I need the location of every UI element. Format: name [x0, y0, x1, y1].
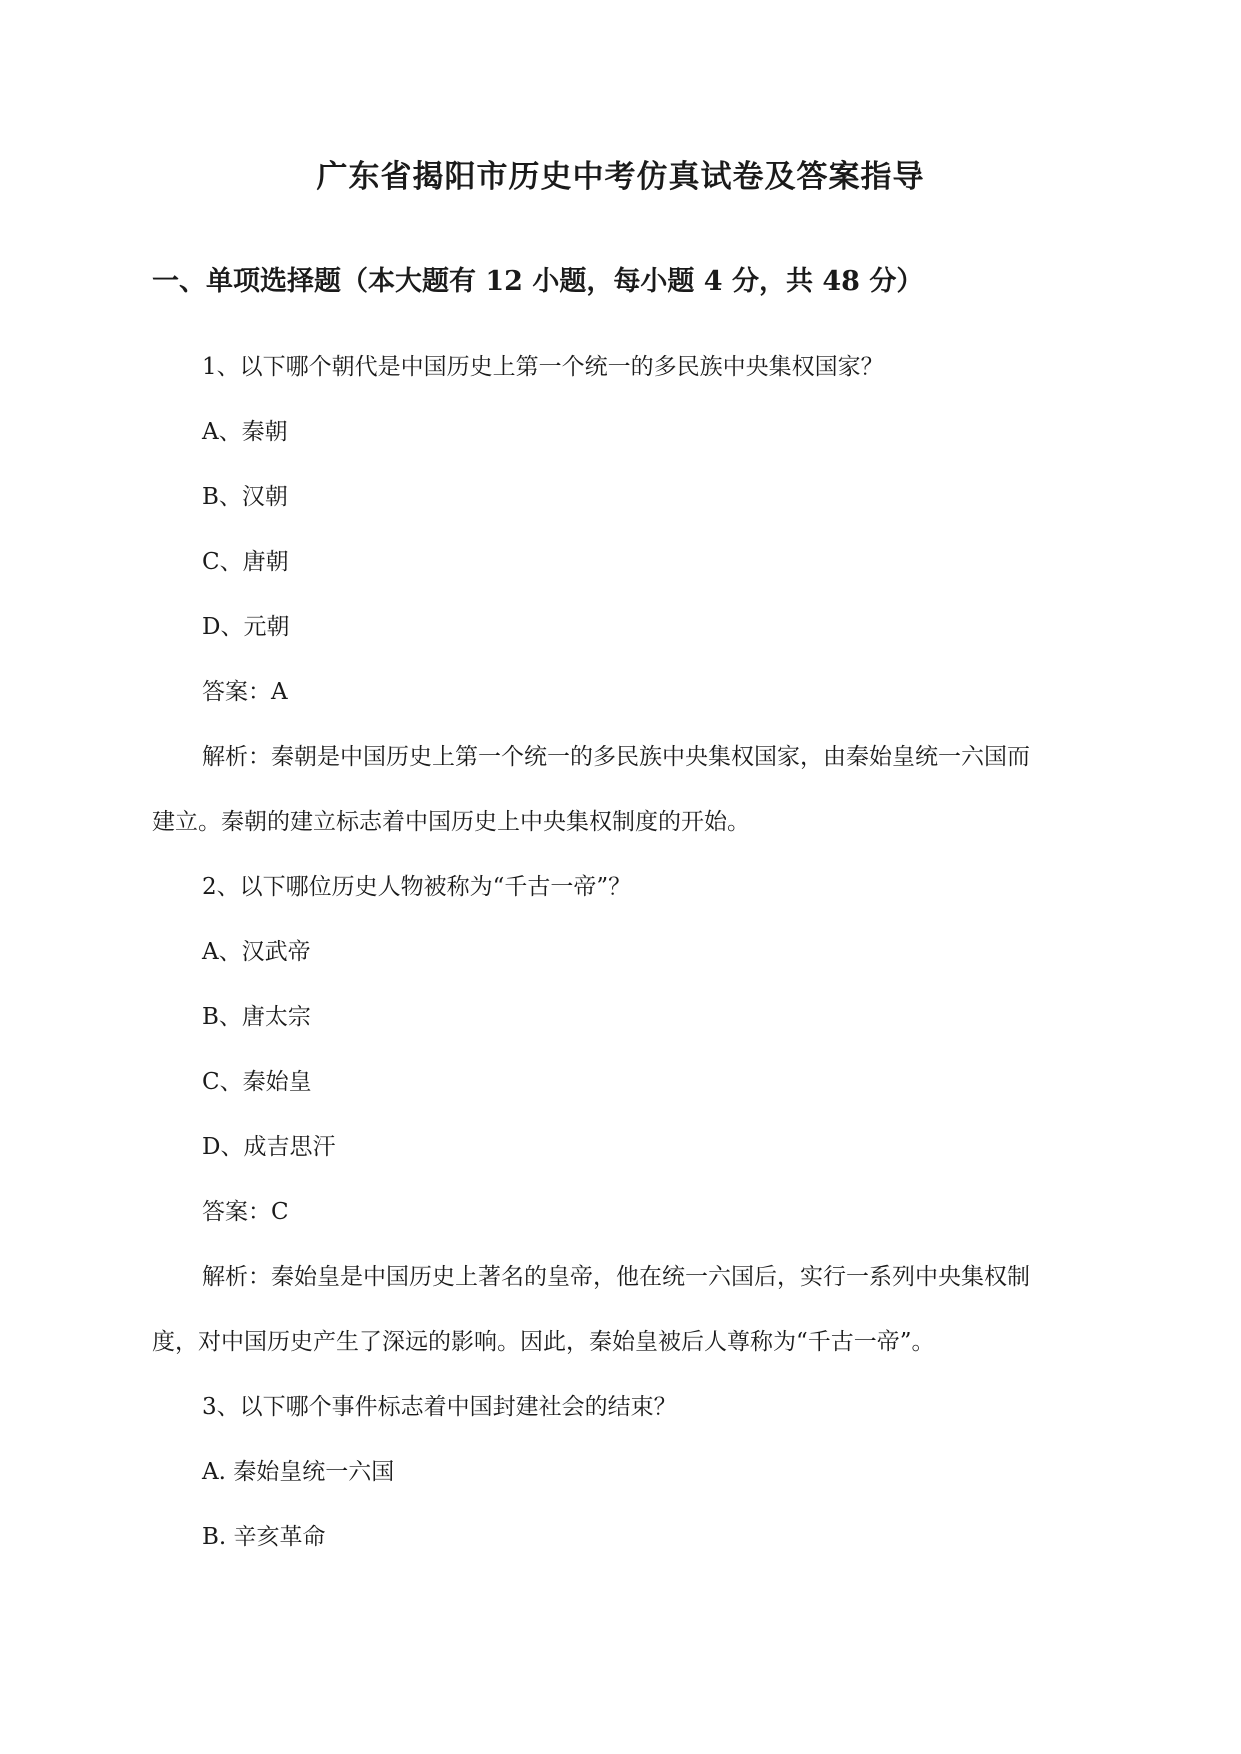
question-2-option-d: D、成吉思汗: [202, 1134, 336, 1160]
section-heading: 一、单项选择题（本大题有 12 小题，每小题 4 分，共 48 分）: [152, 266, 924, 297]
question-3-stem: 3、以下哪个事件标志着中国封建社会的结束？: [202, 1394, 677, 1420]
question-2-option-b: B、唐太宗: [202, 1004, 311, 1030]
question-1-option-a: A、秦朝: [202, 419, 288, 445]
question-2-answer: 答案：C: [202, 1199, 289, 1225]
question-1-explanation-line-1: 解析：秦朝是中国历史上第一个统一的多民族中央集权国家，由秦始皇统一六国而: [202, 744, 1030, 770]
question-3-option-a: A. 秦始皇统一六国: [202, 1459, 395, 1485]
question-2-option-a: A、汉武帝: [202, 939, 311, 965]
question-2-option-c: C、秦始皇: [202, 1069, 312, 1095]
question-1-stem: 1、以下哪个朝代是中国历史上第一个统一的多民族中央集权国家？: [202, 354, 884, 380]
question-3-option-b: B. 辛亥革命: [202, 1524, 326, 1550]
question-1-option-d: D、元朝: [202, 614, 290, 640]
document-title: 广东省揭阳市历史中考仿真试卷及答案指导: [316, 159, 925, 195]
question-1-option-c: C、唐朝: [202, 549, 289, 575]
question-2-stem: 2、以下哪位历史人物被称为“千古一帝”？: [202, 874, 632, 900]
question-2-explanation-line-1: 解析：秦始皇是中国历史上著名的皇帝，他在统一六国后，实行一系列中央集权制: [202, 1264, 1030, 1290]
question-2-explanation-line-2: 度，对中国历史产生了深远的影响。因此，秦始皇被后人尊称为“千古一帝”。: [152, 1329, 935, 1355]
question-1-option-b: B、汉朝: [202, 484, 288, 510]
question-1-answer: 答案：A: [202, 679, 288, 705]
question-1-explanation-line-2: 建立。秦朝的建立标志着中国历史上中央集权制度的开始。: [152, 809, 750, 835]
